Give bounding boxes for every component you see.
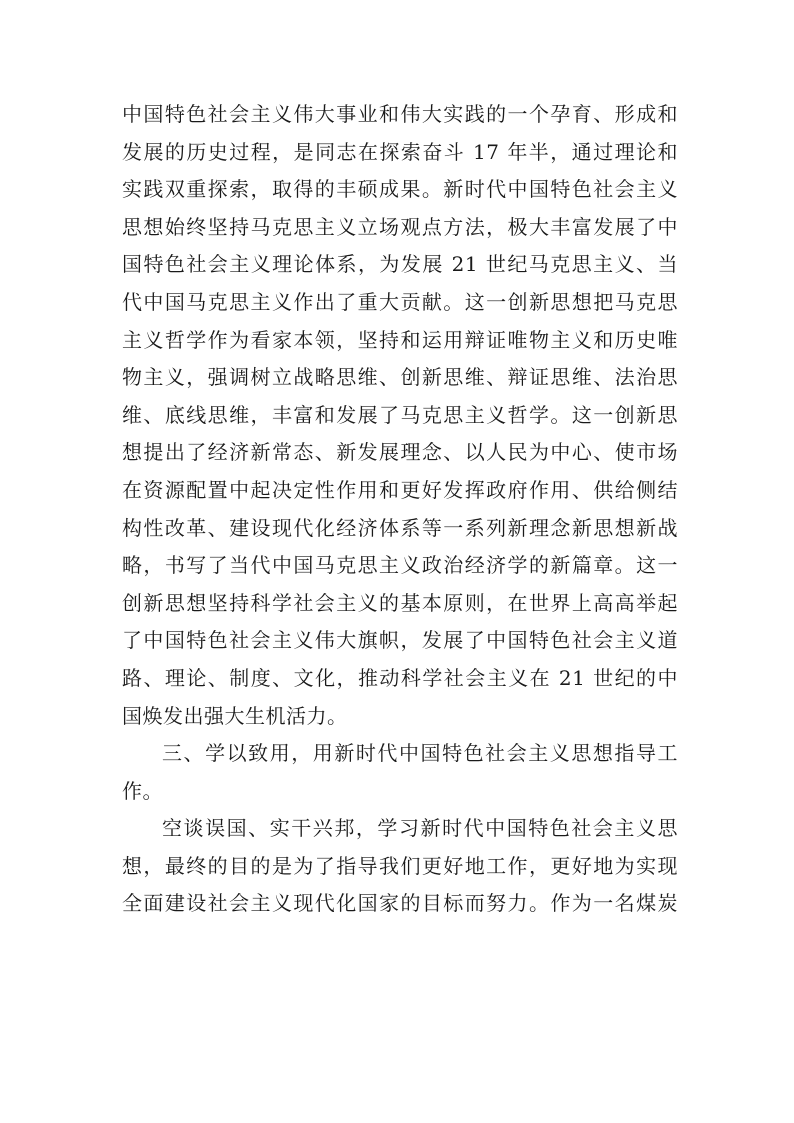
section-heading-line: 三、学以致用，用新时代中国特色社会主义思想指导工 (162, 741, 678, 766)
text-line: 实践双重探索，取得的丰硕成果。新时代中国特色社会主义 (122, 177, 678, 202)
text-line: 了中国特色社会主义伟大旗帜，发展了中国特色社会主义道 (122, 628, 678, 653)
text-line: 全面建设社会主义现代化国家的目标而努力。作为一名煤炭 (122, 891, 678, 916)
text-line: 代中国马克思主义作出了重大贡献。这一创新思想把马克思 (122, 289, 678, 314)
paragraph-start-line: 空谈误国、实干兴邦，学习新时代中国特色社会主义思 (162, 816, 678, 841)
text-line: 国特色社会主义理论体系，为发展 21 世纪马克思主义、当 (122, 252, 678, 277)
text-line: 创新思想坚持科学社会主义的基本原则，在世界上高高举起 (122, 590, 678, 615)
body-text (122, 96, 678, 923)
text-line: 略，书写了当代中国马克思主义政治经济学的新篇章。这一 (122, 553, 678, 578)
text-line: 主义哲学作为看家本领，坚持和运用辩证唯物主义和历史唯 (122, 327, 678, 352)
section-heading-end-line: 作。 (122, 778, 163, 803)
text-line: 维、底线思维，丰富和发展了马克思主义哲学。这一创新思 (122, 402, 678, 427)
text-line: 路、理论、制度、文化，推动科学社会主义在 21 世纪的中 (122, 665, 678, 690)
text-line: 在资源配置中起决定性作用和更好发挥政府作用、供给侧结 (122, 477, 678, 502)
text-line: 中国特色社会主义伟大事业和伟大实践的一个孕育、形成和 (122, 102, 678, 126)
paragraph-end-line: 国焕发出强大生机活力。 (122, 703, 348, 728)
text-line: 物主义，强调树立战略思维、创新思维、辩证思维、法治思 (122, 365, 678, 390)
text-line: 思想始终坚持马克思主义立场观点方法，极大丰富发展了中 (122, 214, 678, 239)
text-line: 发展的历史过程，是同志在探索奋斗 17 年半，通过理论和 (122, 139, 678, 164)
text-line: 想，最终的目的是为了指导我们更好地工作，更好地为实现 (122, 853, 678, 878)
text-line: 想提出了经济新常态、新发展理念、以人民为中心、使市场 (122, 440, 678, 465)
text-line: 构性改革、建设现代化经济体系等一系列新理念新思想新战 (122, 515, 678, 540)
